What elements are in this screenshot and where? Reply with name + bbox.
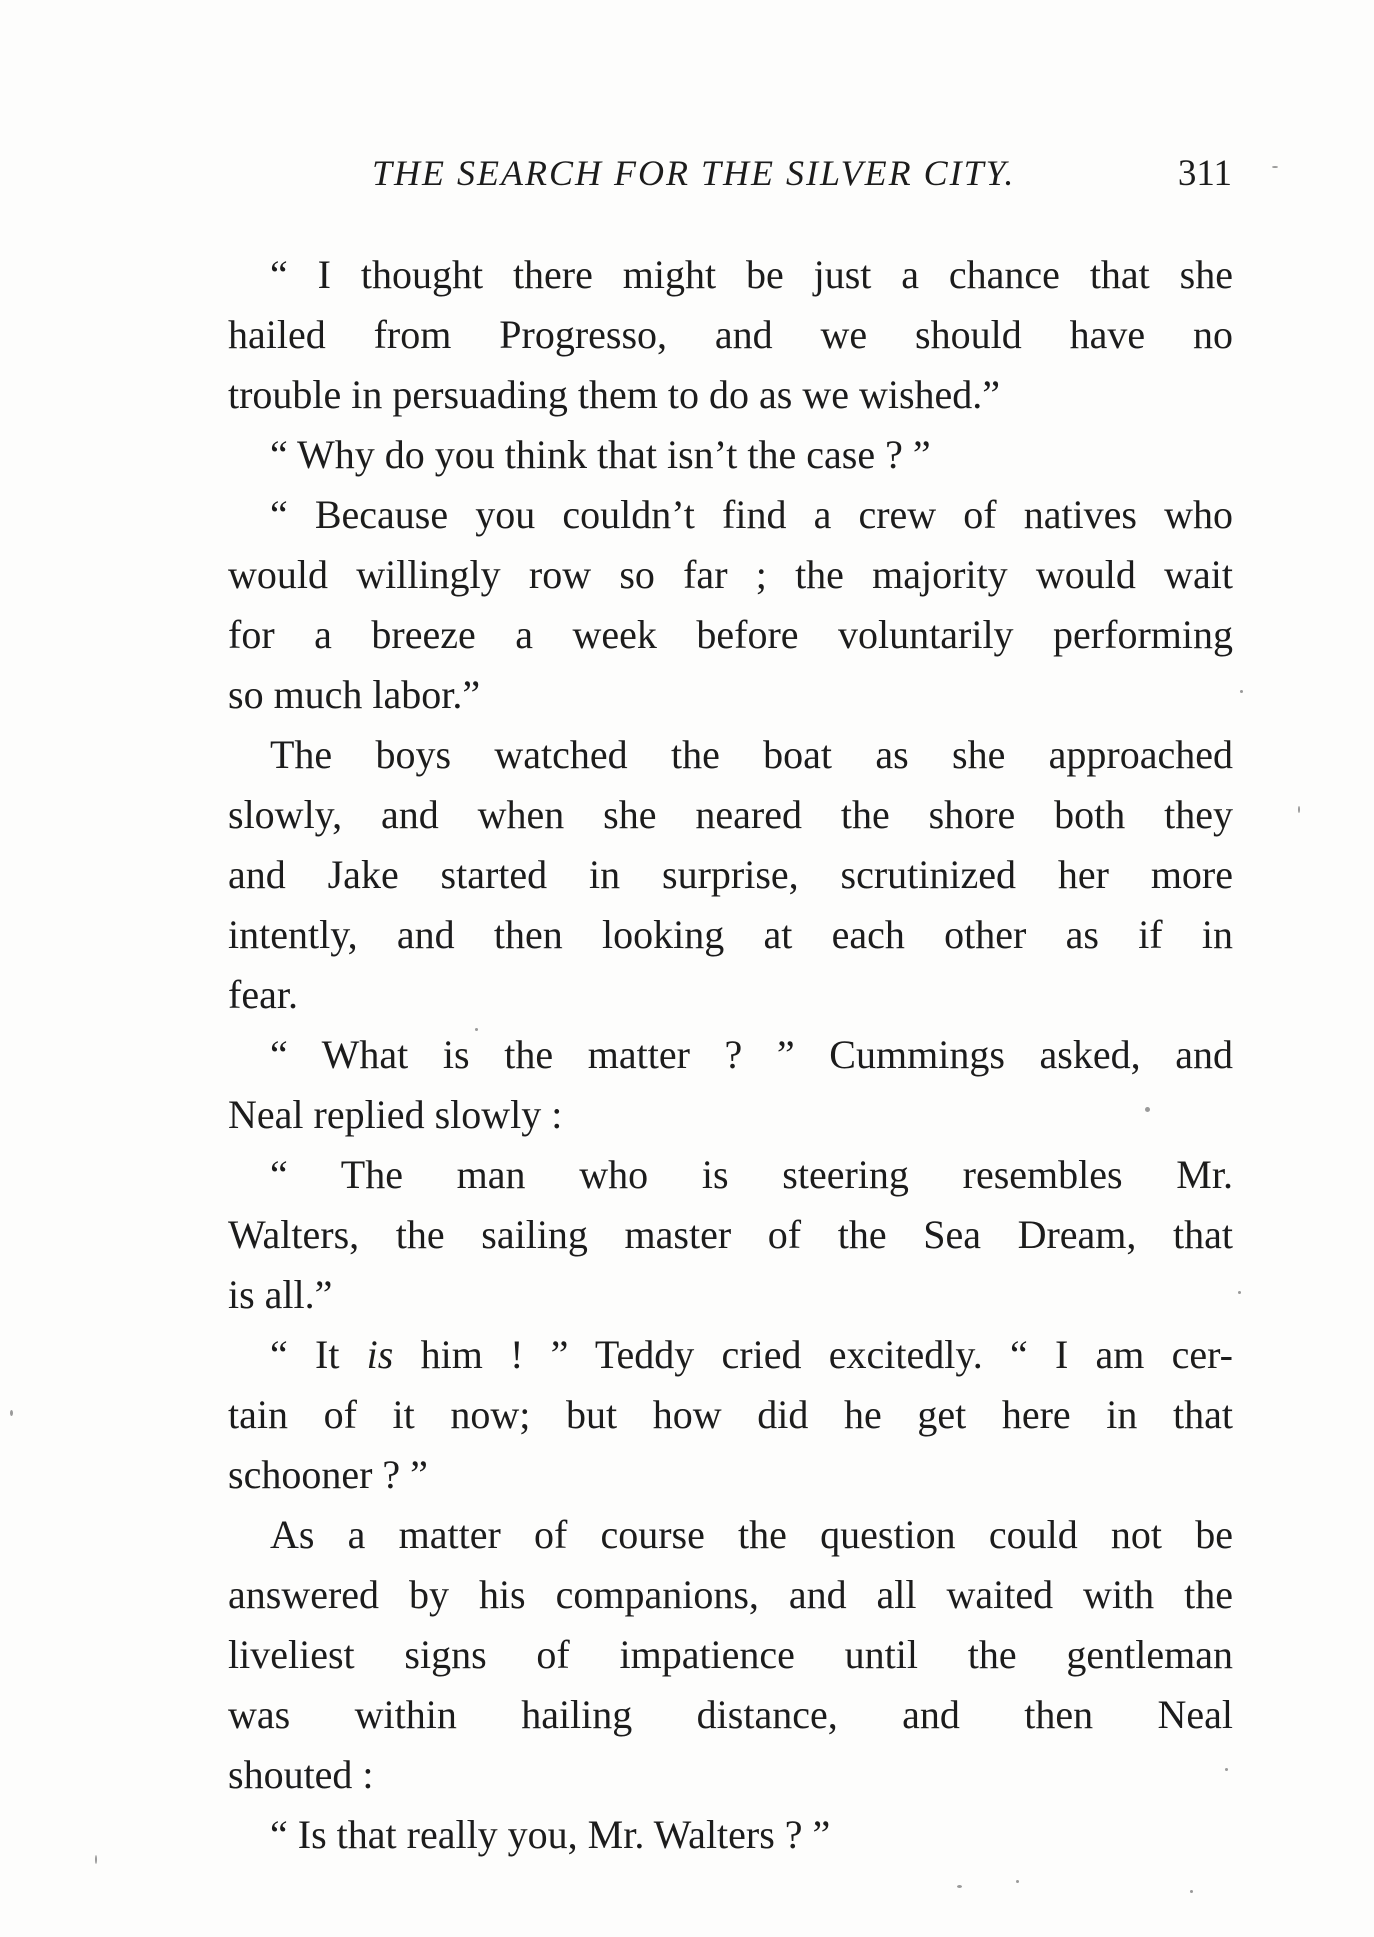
- text-line: “ What is the matter ? ” Cummings asked, and: [270, 1032, 1233, 1077]
- text-line: slowly, and when she neared the shore both they: [228, 792, 1233, 837]
- running-head: [372, 152, 1232, 202]
- emphasis: is: [366, 1332, 394, 1377]
- paper-speck: [1190, 1890, 1193, 1893]
- text-line: “ Why do you think that isn’t the case ? ”: [270, 432, 931, 477]
- text-line: fear.: [228, 972, 298, 1017]
- text-line: tain of it now; but how did he get here in that: [228, 1392, 1233, 1437]
- paper-speck: [1272, 166, 1278, 168]
- paper-speck: [1225, 1768, 1228, 1771]
- paper-speck: [1016, 1880, 1019, 1883]
- text-line: “ The man who is steering resembles Mr.: [270, 1152, 1233, 1197]
- text-line: for a breeze a week before voluntarily performing: [228, 612, 1233, 657]
- paper-speck: [957, 1885, 962, 1888]
- text-line: schooner ? ”: [228, 1452, 428, 1497]
- paper-speck: [10, 1410, 13, 1416]
- text-line-with-emphasis: [228, 1325, 1233, 1385]
- text-line: hailed from Progresso, and we should have no: [228, 312, 1233, 357]
- paper-speck: [95, 1855, 97, 1864]
- text-line: trouble in persuading them to do as we wished.”: [228, 372, 1001, 417]
- paper-speck: [1298, 806, 1300, 813]
- text-line: so much labor.”: [228, 672, 481, 717]
- paper-speck: [1238, 1291, 1241, 1294]
- text-segment: him ! ” Teddy cried excitedly. “ I am cer-: [393, 1332, 1233, 1377]
- text-line: shouted :: [228, 1752, 374, 1797]
- text-line: is all.”: [228, 1272, 333, 1317]
- text-line: and Jake started in surprise, scrutinized her more: [228, 852, 1233, 897]
- running-title: THE SEARCH FOR THE SILVER CITY.: [372, 153, 1016, 193]
- text-line: “ I thought there might be just a chance that she: [270, 252, 1233, 297]
- text-line: Neal replied slowly :: [228, 1092, 563, 1137]
- text-line: would willingly row so far ; the majority would wait: [228, 552, 1233, 597]
- paper-speck: [1145, 1107, 1150, 1112]
- paper-speck: [1240, 690, 1243, 693]
- text-line: Walters, the sailing master of the Sea Dream, that: [228, 1212, 1233, 1257]
- text-line: “ Is that really you, Mr. Walters ? ”: [270, 1812, 831, 1857]
- text-segment: “ It: [270, 1332, 367, 1377]
- page-number: 311: [1177, 153, 1232, 194]
- text-line: answered by his companions, and all waited with the: [228, 1572, 1233, 1617]
- text-line: The boys watched the boat as she approached: [270, 732, 1233, 777]
- text-line: “ Because you couldn’t find a crew of natives who: [270, 492, 1233, 537]
- paper-speck: [475, 1028, 478, 1031]
- text-line: As a matter of course the question could not be: [270, 1512, 1233, 1557]
- text-line: liveliest signs of impatience until the gentleman: [228, 1632, 1233, 1677]
- text-line: was within hailing distance, and then Neal: [228, 1692, 1233, 1737]
- text-line: intently, and then looking at each other as if in: [228, 912, 1233, 957]
- body-text: [228, 245, 1233, 1865]
